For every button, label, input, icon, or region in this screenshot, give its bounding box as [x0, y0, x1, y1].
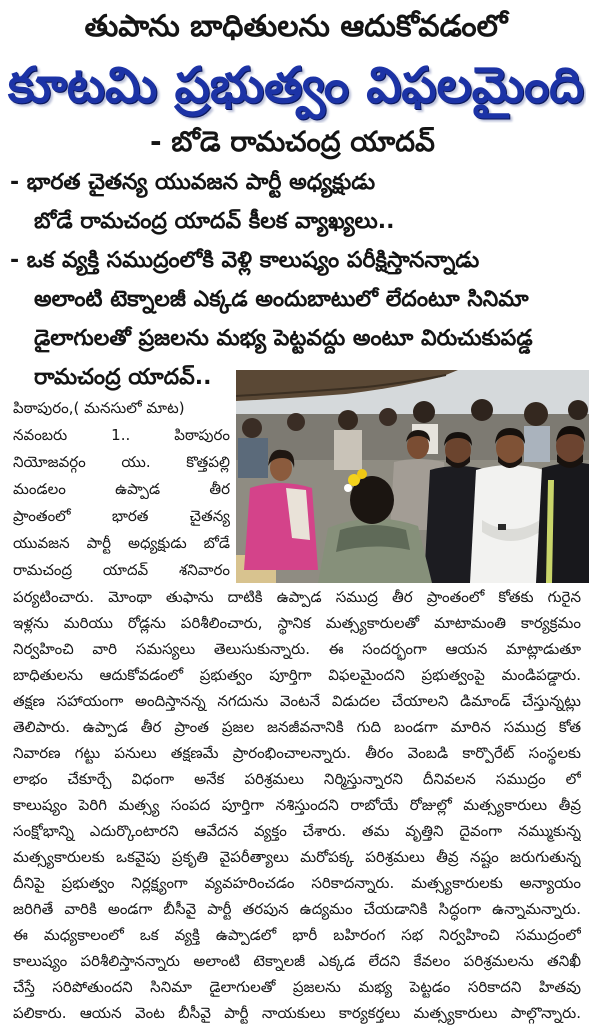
- body-line: నివారణ గట్టు పనులు తక్షణమే ప్రారంభించాలన్నారు. తీరం వెంబడి కార్పొరేట్ సంస్థలకు: [13, 744, 581, 762]
- body-line: చేస్తే సరిపోతుందని సినిమా డైలాగులతో ప్రజలను మభ్య పెట్టడం సరికాదని హితవు: [13, 978, 581, 996]
- body-line: లాభం చేకూర్చే విధంగా అనేక పరిశ్రమలు నిర్మిస్తున్నారని దీనివలన సముద్రం లో: [13, 770, 581, 788]
- body-line: సంక్షోభాన్ని ఎదుర్కొంటారని ఆవేదన వ్యక్తం చేశారు. తమ వృత్తిని దైవంగా నమ్ముకున్న: [13, 822, 581, 840]
- highlight-line: అలాంటి టెక్నాలజీ ఎక్కడ అందుబాటులో లేదంటూ సినిమా: [34, 287, 529, 312]
- dateline-line: యువజన పార్టీ అధ్యక్షుడు బోడే: [13, 534, 230, 552]
- dateline-line: మండలం ఉప్పాడ తీర: [13, 480, 230, 498]
- body-line: పర్యటించారు. మోంథా తుఫాను దాటికి ఉప్పాడ సముద్ర తీర ప్రాంతంలో కోతకు గురైన: [13, 588, 581, 606]
- body-line: తెలిపారు. ఉప్పాడ తీర ప్రాంత ప్రజల జనజీవనానికి గుది బండగా మారిన సముద్ర కోత: [13, 718, 581, 736]
- dateline-line: నియోజవర్గం యు. కొత్తపల్లి: [13, 453, 230, 471]
- dateline-line: నవంబరు 1.. పిఠాపురం: [13, 426, 230, 444]
- body-line: మత్స్యకారులకు ఒకవైపు ప్రకృతి వైపరీత్యాలు మరోపక్క పరిశ్రమలు తీవ్ర నష్టం జరుగుతున్న: [13, 848, 581, 866]
- highlight-line: బోడే రామచంద్ర యాదవ్ కీలక వ్యాఖ్యలు..: [34, 209, 395, 234]
- headline-main: కూటమి ప్రభుత్వం విఫలమైంది: [7, 56, 585, 114]
- highlight-line: - ఒక వ్యక్తి సముద్రంలోకి వెళ్లి కాలుష్యం పరీక్షిస్తానన్నాడు: [10, 248, 480, 273]
- body-line: కాలుష్యం పెరిగి మత్స్య సంపద పూర్తిగా నశిస్తుందని రాబోయే రోజుల్లో మత్స్యకారులు తీవ్ర: [13, 796, 581, 814]
- article-body: [13, 584, 581, 1026]
- body-line: కాలుష్యం పరిశీలిస్తానన్నారు అలాంటి టెక్నాలజీ ఎక్కడ లేదని కేవలం పరిశ్రమలను తనిఖీ: [13, 952, 581, 970]
- highlight-line: - భారత చైతన్య యువజన పార్టీ అధ్యక్షుడు: [10, 170, 376, 195]
- headline-kicker: తుపాను బాధితులను ఆదుకోవడంలో: [84, 9, 508, 44]
- body-line: నిర్వహించి వారి సమస్యలు తెలుసుకున్నారు. ఈ సందర్భంగా ఆయన మాట్లాడుతూ: [13, 640, 581, 658]
- body-line: ఇళ్లను మరియు రోడ్లను పరిశీలించారు, స్థానిక మత్స్యకారులతో మాటామంతి కార్యక్రమం: [13, 614, 581, 632]
- body-line: జరిగితే వారికి అండగా బీసీవై పార్టీ తరపున ఉద్యమం చేయడానికి సిద్ధంగా ఉన్నామన్నారు.: [13, 900, 581, 918]
- headline-byline: - బోడె రామచంద్ర యాదవ్: [150, 125, 435, 158]
- dateline-line: రామచంద్ర యాదవ్ శనివారం: [13, 561, 230, 579]
- highlight-line: రామచంద్ర యాదవ్..: [34, 365, 212, 390]
- dateline-line: పిఠాపురం,( మనసులో మాట): [13, 399, 185, 417]
- body-line: ఈ మధ్యకాలంలో ఒక వ్యక్తి ఉప్పాడలో భారీ బహిరంగ సభ నిర్వహించి సముద్రంలో: [13, 926, 581, 944]
- body-line: పలికారు. ఆయన వెంట బీసీవై పార్టీ నాయకులు కార్యకర్తలు మత్స్యకారులు పాల్గొన్నారు.: [13, 1004, 581, 1022]
- body-line: బాధితులను ఆదుకోవడంలో ప్రభుత్వం పూర్తిగా విఫలమైందని ప్రభుత్వంపై మండిపడ్డారు.: [13, 666, 581, 684]
- body-line: దీనిపై ప్రభుత్వం నిర్లక్ష్యంగా వ్యవహరించడం సరికాదన్నారు. మత్స్యకారులకు అన్యాయం: [13, 874, 581, 892]
- news-photo: [236, 370, 589, 583]
- highlight-line: డైలాగులతో ప్రజలను మభ్య పెట్టవద్దు అంటూ విరుచుకుపడ్డ: [34, 326, 533, 351]
- dateline-column: [13, 395, 230, 584]
- body-line: తక్షణ సహాయంగా అందిస్తానన్న నగదును వెంటనే విడుదల చేయాలని డిమాండ్ చేస్తున్నట్లు: [13, 692, 581, 710]
- dateline-line: ప్రాంతంలో భారత చైతన్య: [13, 507, 230, 525]
